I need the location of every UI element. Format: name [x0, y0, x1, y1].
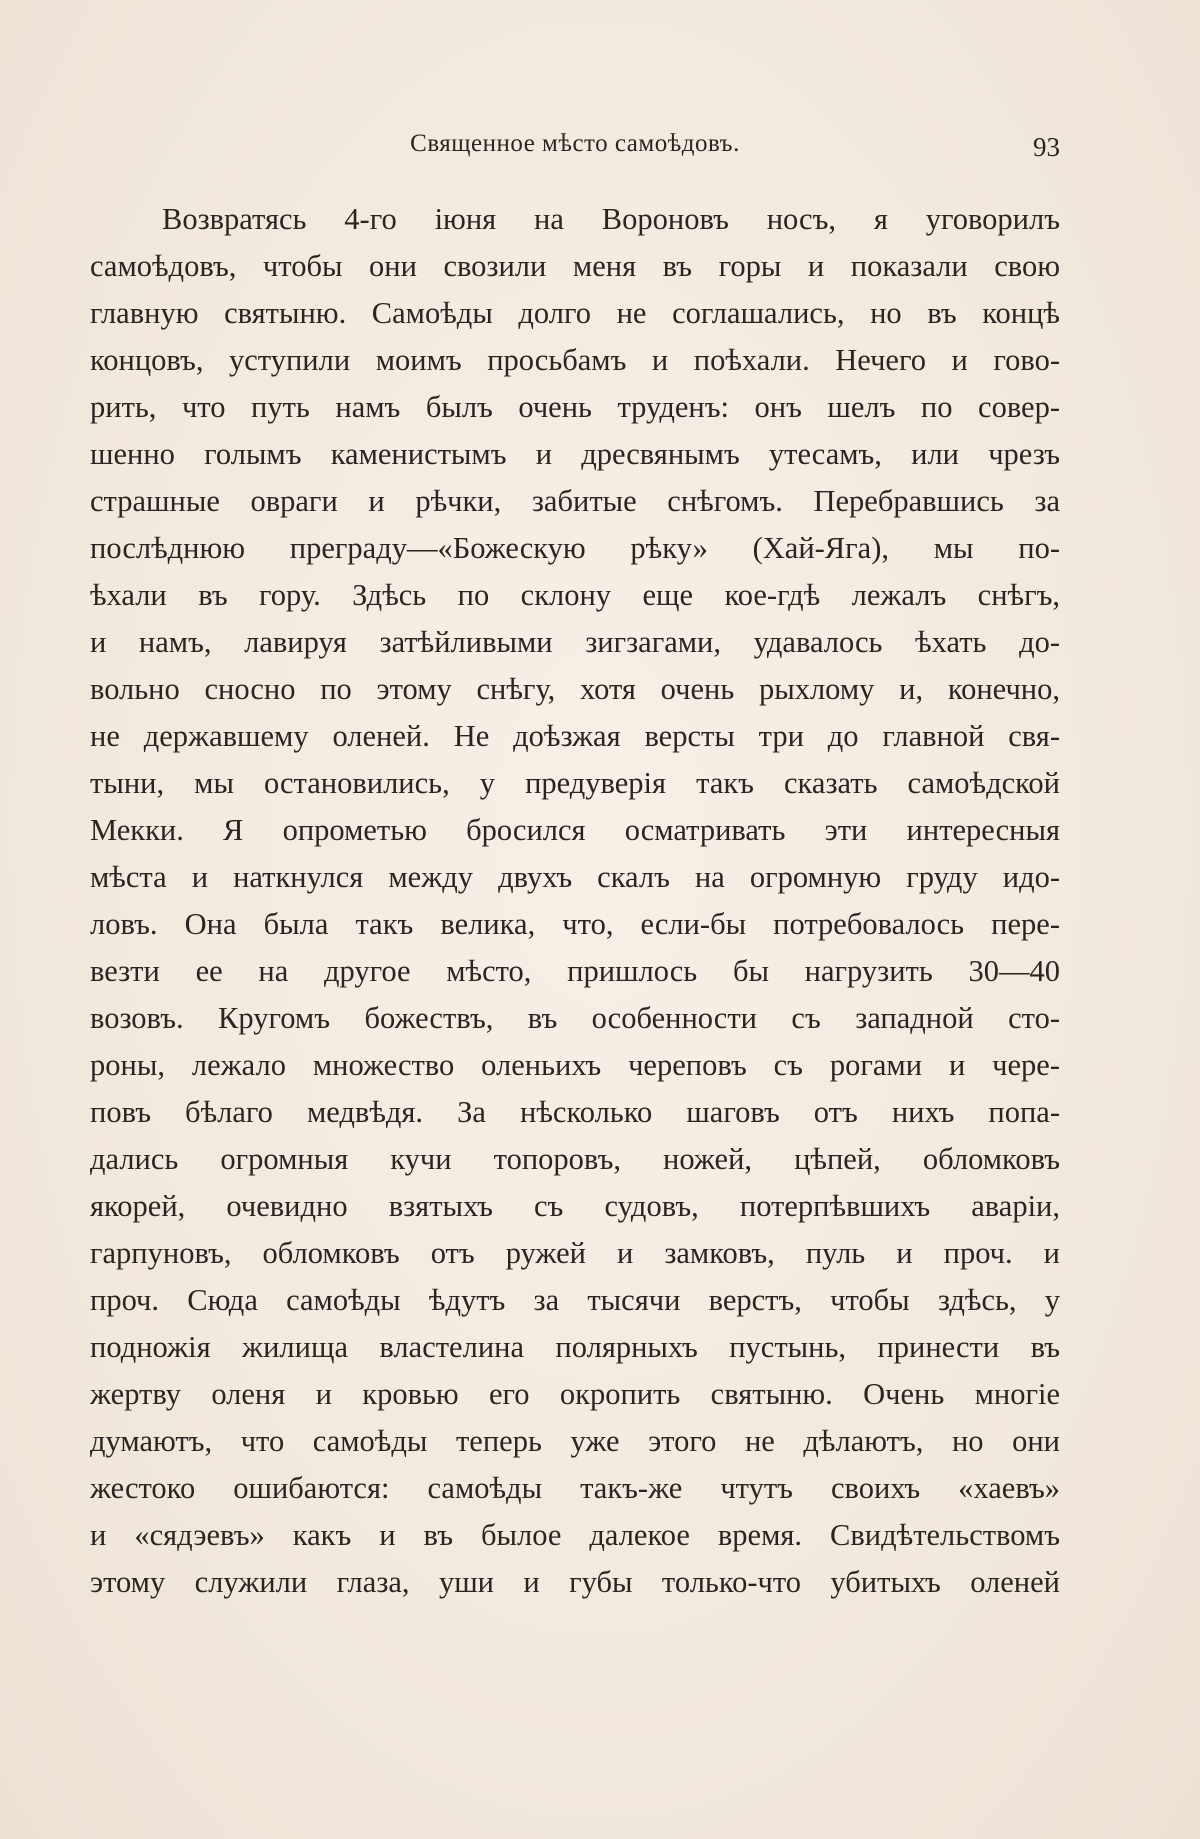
- text-line: самоѣдовъ, чтобы они свозили меня въ горы и показали свою: [90, 249, 1060, 283]
- text-line: повъ бѣлаго медвѣдя. За нѣсколько шаговъ отъ нихъ попа-: [90, 1095, 1060, 1129]
- text-line: подножія жилища властелина полярныхъ пустынь, принести въ: [90, 1330, 1060, 1364]
- body-paragraph: [90, 196, 1060, 1606]
- text-line: якорей, очевидно взятыхъ съ судовъ, потерпѣвшихъ аваріи,: [90, 1189, 1060, 1223]
- text-line: ловъ. Она была такъ велика, что, если-бы потребовалось пере-: [90, 907, 1060, 941]
- text-line: гарпуновъ, обломковъ отъ ружей и замковъ, пуль и проч. и: [90, 1236, 1060, 1270]
- text-line: роны, лежало множество оленьихъ череповъ съ рогами и чере-: [90, 1048, 1060, 1082]
- text-line: жертву оленя и кровью его окропить святыню. Очень многіе: [90, 1377, 1060, 1411]
- running-title: Священное мѣсто самоѣдовъ.: [410, 130, 740, 157]
- text-line: проч. Сюда самоѣды ѣдутъ за тысячи верстъ, чтобы здѣсь, у: [90, 1283, 1060, 1317]
- text-line: страшные овраги и рѣчки, забитые снѣгомъ. Перебравшись за: [90, 484, 1060, 518]
- text-line: тыни, мы остановились, у предуверія такъ сказать самоѣдской: [90, 766, 1060, 800]
- text-line: шенно голымъ каменистымъ и дресвянымъ утесамъ, или чрезъ: [90, 437, 1060, 471]
- text-line: дались огромныя кучи топоровъ, ножей, цѣпей, обломковъ: [90, 1142, 1060, 1176]
- text-line: везти ее на другое мѣсто, пришлось бы нагрузить 30—40: [90, 954, 1060, 988]
- page-header: [90, 128, 1060, 172]
- text-line: этому служили глаза, уши и губы только-что убитыхъ оленей: [90, 1565, 1060, 1599]
- text-line: и намъ, лавируя затѣйливыми зигзагами, удавалось ѣхать до-: [90, 625, 1060, 659]
- text-line: главную святыню. Самоѣды долго не соглашались, но въ концѣ: [90, 296, 1060, 330]
- text-line: ѣхали въ гору. Здѣсь по склону еще кое-гдѣ лежалъ снѣгъ,: [90, 578, 1060, 612]
- page-number: 93: [1033, 132, 1060, 162]
- text-line: Мекки. Я опрометью бросился осматривать эти интересныя: [90, 813, 1060, 847]
- text-line: концовъ, уступили моимъ просьбамъ и поѣхали. Нечего и гово-: [90, 343, 1060, 377]
- text-line: и «сядэевъ» какъ и въ былое далекое время. Свидѣтельствомъ: [90, 1518, 1060, 1552]
- text-line: не державшему оленей. Не доѣзжая версты три до главной свя-: [90, 719, 1060, 753]
- text-line: мѣста и наткнулся между двухъ скалъ на огромную груду идо-: [90, 860, 1060, 894]
- text-line: Возвратясь 4-го іюня на Вороновъ носъ, я уговорилъ: [162, 202, 1060, 236]
- text-line: послѣднюю преграду—«Божескую рѣку» (Хай-Яга), мы по-: [90, 531, 1060, 565]
- text-line: думаютъ, что самоѣды теперь уже этого не дѣлаютъ, но они: [90, 1424, 1060, 1458]
- text-line: возовъ. Кругомъ божествъ, въ особенности съ западной сто-: [90, 1001, 1060, 1035]
- text-line: жестоко ошибаются: самоѣды такъ-же чтутъ своихъ «хаевъ»: [90, 1471, 1060, 1505]
- text-line: рить, что путь намъ былъ очень труденъ: онъ шелъ по совер-: [90, 390, 1060, 424]
- text-line: вольно сносно по этому снѣгу, хотя очень рыхлому и, конечно,: [90, 672, 1060, 706]
